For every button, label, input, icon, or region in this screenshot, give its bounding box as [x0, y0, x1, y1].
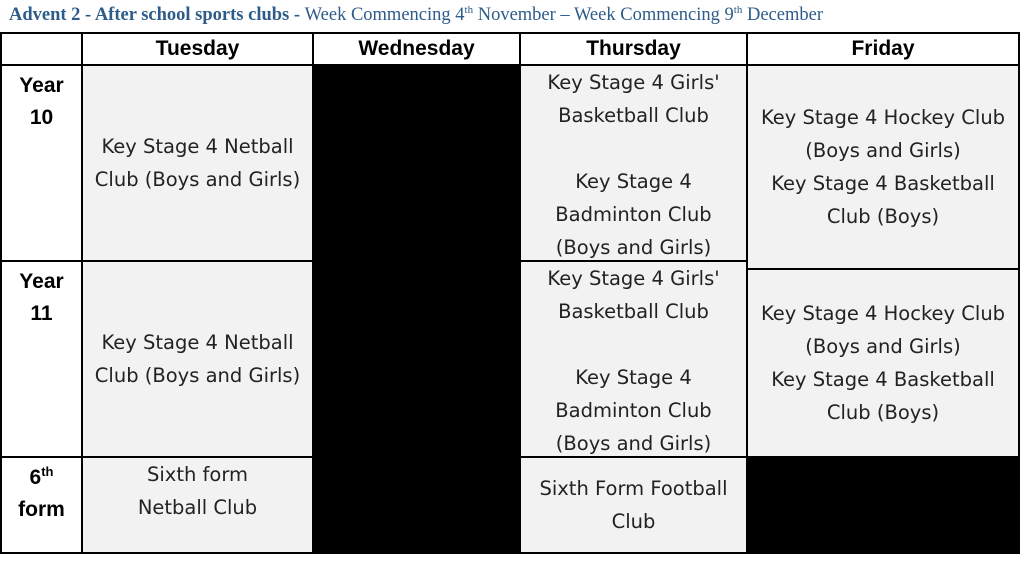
year10-thursday-line2: Basketball Club: [558, 104, 709, 127]
wednesday-no-clubs: [312, 64, 521, 554]
row-label-sixth-form: [0, 456, 83, 554]
cell-sixth-thursday: [519, 456, 748, 554]
row-label-year-11: [0, 260, 83, 458]
title-bold: Advent 2 - After school sports clubs -: [9, 5, 305, 25]
year-11-line1: Year: [19, 270, 64, 293]
year11-thursday-line2: Basketball Club: [558, 300, 709, 323]
year10-thursday-line3: Key Stage 4: [575, 170, 692, 193]
header-corner: [0, 32, 83, 66]
year-11-line2: 11: [30, 302, 53, 325]
year11-thursday-line1: Key Stage 4 Girls': [547, 267, 720, 290]
cell-year10-tuesday: [81, 64, 314, 262]
header-tuesday: Tuesday: [81, 32, 314, 66]
cell-year10-friday: [746, 64, 1020, 270]
year10-friday-line4: Club (Boys): [826, 205, 940, 228]
year10-friday-line2: (Boys and Girls): [805, 139, 961, 162]
year11-thursday-line5: (Boys and Girls): [555, 432, 712, 455]
title-sup-1: th: [464, 3, 474, 16]
year11-friday-line4: Club (Boys): [826, 401, 940, 424]
year10-friday-line3: Key Stage 4 Basketball: [771, 172, 995, 195]
year-10-line1: Year: [19, 74, 64, 97]
year10-friday-line1: Key Stage 4 Hockey Club: [760, 106, 1006, 129]
header-wednesday: Wednesday: [312, 32, 521, 66]
year11-friday-line1: Key Stage 4 Hockey Club: [760, 302, 1006, 325]
year10-tuesday-text: Key Stage 4 Netball Club (Boys and Girls): [94, 135, 301, 191]
year10-thursday-line4: Badminton Club: [555, 203, 712, 226]
sixth-num: 6: [29, 466, 42, 489]
year11-thursday-line4: Badminton Club: [555, 399, 712, 422]
title-range-suffix: December: [742, 5, 823, 25]
year11-thursday-line3: Key Stage 4: [575, 366, 692, 389]
sixth-word: form: [18, 498, 65, 521]
cell-year11-tuesday: [81, 260, 314, 458]
title-range-prefix: Week Commencing 4: [304, 5, 465, 25]
year11-friday-line3: Key Stage 4 Basketball: [771, 368, 995, 391]
year11-tuesday-text: Key Stage 4 Netball Club (Boys and Girls): [94, 331, 301, 387]
year10-thursday-line5: (Boys and Girls): [555, 236, 712, 259]
sixth-thursday-text: Sixth Form Football Club: [539, 477, 728, 533]
year11-friday-line2: (Boys and Girls): [805, 335, 961, 358]
year10-thursday-line1: Key Stage 4 Girls': [547, 71, 720, 94]
title-range-middle: November – Week Commencing 9: [473, 5, 734, 25]
header-thursday: Thursday: [519, 32, 748, 66]
year-10-line2: 10: [29, 106, 54, 129]
row-label-year-10: [0, 64, 83, 262]
sixth-tuesday-text: Sixth form Netball Club: [137, 463, 258, 519]
cell-year10-thursday: [519, 64, 748, 262]
cell-year11-thursday: [519, 260, 748, 458]
cell-sixth-tuesday: [81, 456, 314, 554]
page-title: [9, 2, 1019, 28]
title-sup-2: th: [733, 3, 743, 16]
cell-year11-friday: [746, 268, 1020, 458]
header-friday: Friday: [746, 32, 1020, 66]
schedule-table: [0, 32, 1020, 554]
cell-sixth-friday-blocked: [746, 456, 1020, 554]
sixth-sup: th: [41, 464, 54, 479]
